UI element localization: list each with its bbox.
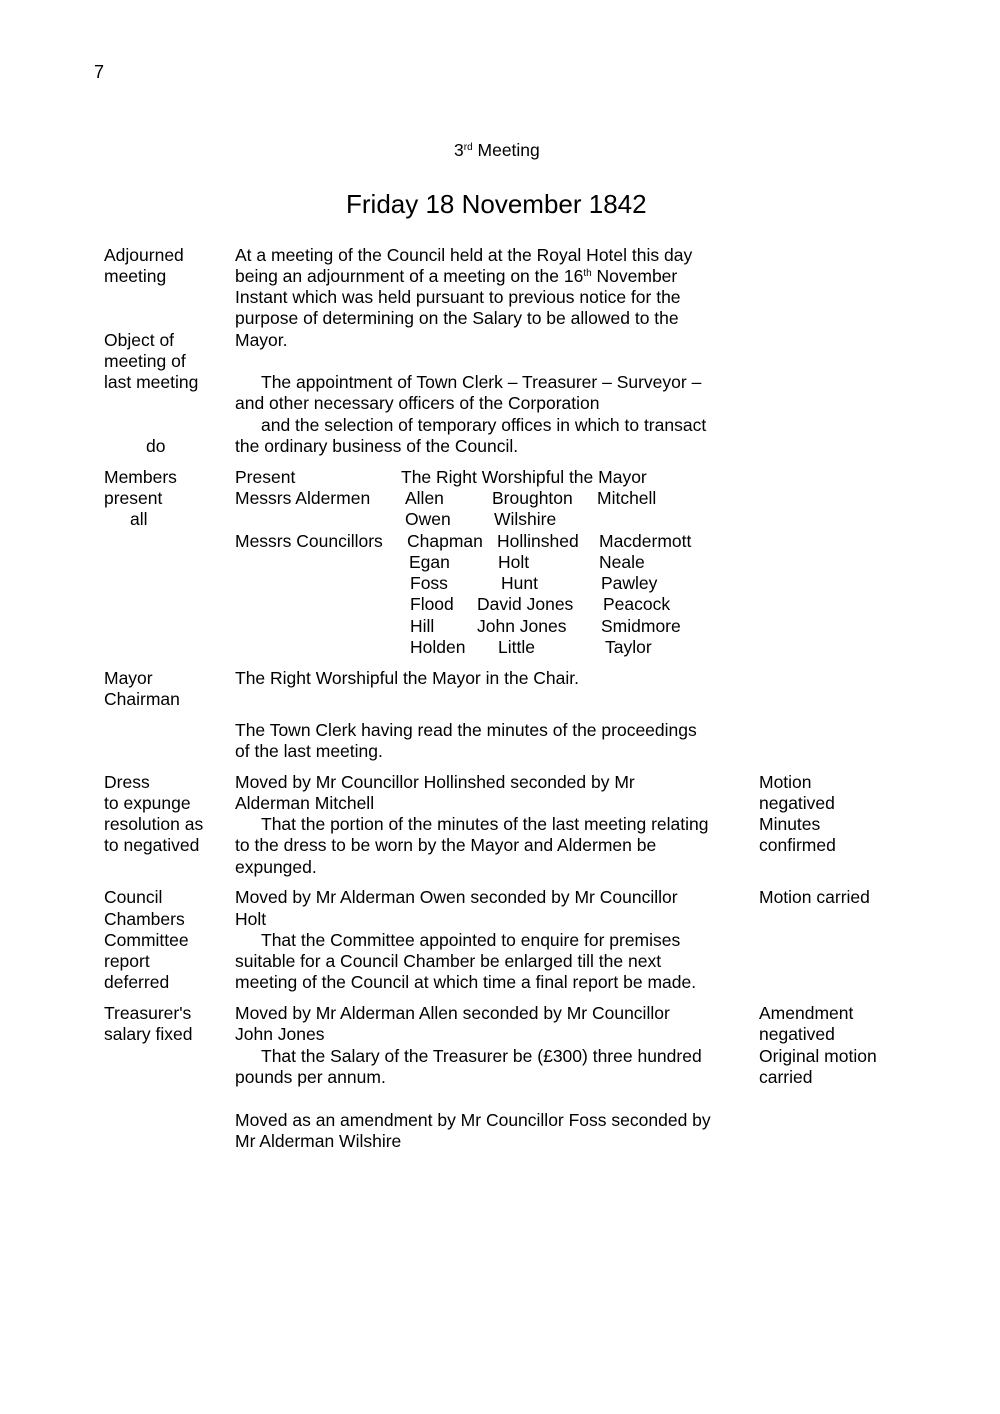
result-note: confirmed	[759, 835, 836, 855]
body-line: meeting of the Council at which time a final report be made.	[235, 972, 697, 992]
body-line: and other necessary officers of the Corporation	[235, 393, 600, 413]
member-name: Holden	[410, 637, 466, 657]
member-name: Wilshire	[494, 509, 557, 529]
result-note: negatived	[759, 793, 835, 813]
margin-note: Dress	[104, 772, 150, 792]
body-line: Instant which was held pursuant to previous notice for the	[235, 287, 681, 307]
page-number: 7	[94, 62, 105, 82]
meeting-number: 3rd Meeting	[454, 140, 540, 160]
result-note: Motion	[759, 772, 812, 792]
body-line: Moved by Mr Councillor Hollinshed seconded by Mr	[235, 772, 635, 792]
body-line: Alderman Mitchell	[235, 793, 375, 813]
result-note: negatived	[759, 1024, 835, 1044]
margin-note: last meeting	[104, 372, 199, 392]
margin-note: Committee	[104, 930, 189, 950]
member-name: Mitchell	[597, 488, 657, 508]
member-name: Holt	[498, 552, 530, 572]
margin-note: salary fixed	[104, 1024, 193, 1044]
margin-note: resolution as	[104, 814, 204, 834]
margin-note: Mayor	[104, 668, 153, 688]
member-name: Hill	[410, 616, 435, 636]
member-name: Neale	[599, 552, 645, 572]
body-line: pounds per annum.	[235, 1067, 386, 1087]
body-line: That the Salary of the Treasurer be (£300) three hundred	[261, 1046, 702, 1066]
member-name: Chapman	[407, 531, 483, 551]
body-line: Mayor.	[235, 330, 288, 350]
margin-note: Council	[104, 887, 163, 907]
member-name: Allen	[405, 488, 444, 508]
body-line: being an adjournment of a meeting on the 16th November	[235, 266, 678, 286]
body-line: That the Committee appointed to enquire for premises	[261, 930, 681, 950]
body-line: Moved by Mr Alderman Allen seconded by Mr Councillor	[235, 1003, 670, 1023]
body-line: The Right Worshipful the Mayor in the Chair.	[235, 668, 580, 688]
body-line: Moved by Mr Alderman Owen seconded by Mr Councillor	[235, 887, 678, 907]
body-line: expunged.	[235, 857, 317, 877]
date-title: Friday 18 November 1842	[346, 189, 647, 219]
body-line: purpose of determining on the Salary to be allowed to the	[235, 308, 679, 328]
member-name: Pawley	[601, 573, 658, 593]
member-name: Little	[498, 637, 535, 657]
member-name: Macdermott	[599, 531, 692, 551]
result-note: Motion carried	[759, 887, 870, 907]
margin-note: meeting of	[104, 351, 186, 371]
mayor-title: The Right Worshipful the Mayor	[401, 467, 647, 487]
margin-note: Chambers	[104, 909, 185, 929]
body-line: of the last meeting.	[235, 741, 383, 761]
body-line: That the portion of the minutes of the last meeting relating	[261, 814, 709, 834]
margin-note: present	[104, 488, 163, 508]
margin-note: all	[130, 509, 148, 529]
margin-note: do	[146, 436, 166, 456]
member-name: Hollinshed	[497, 531, 579, 551]
member-name: Broughton	[492, 488, 573, 508]
body-line: The Town Clerk having read the minutes of the proceedings	[235, 720, 697, 740]
aldermen-label: Messrs Aldermen	[235, 488, 371, 508]
result-note: carried	[759, 1067, 813, 1087]
margin-note: deferred	[104, 972, 170, 992]
result-note: Minutes	[759, 814, 821, 834]
result-note: Original motion	[759, 1046, 877, 1066]
body-line: Holt	[235, 909, 267, 929]
margin-note: report	[104, 951, 150, 971]
member-name: Hunt	[501, 573, 538, 593]
member-name: Foss	[410, 573, 448, 593]
margin-note: to expunge	[104, 793, 191, 813]
member-name: Taylor	[605, 637, 652, 657]
margin-note: Object of	[104, 330, 175, 350]
margin-note: Adjourned	[104, 245, 184, 265]
margin-note: to negatived	[104, 835, 200, 855]
member-name: David Jones	[477, 594, 574, 614]
body-line: John Jones	[235, 1024, 325, 1044]
body-line: the ordinary business of the Council.	[235, 436, 519, 456]
body-line: Moved as an amendment by Mr Councillor Foss seconded by	[235, 1110, 711, 1130]
result-note: Amendment	[759, 1003, 854, 1023]
body-line: suitable for a Council Chamber be enlarged till the next	[235, 951, 662, 971]
body-line: The appointment of Town Clerk – Treasurer – Surveyor –	[261, 372, 702, 392]
body-line: Mr Alderman Wilshire	[235, 1131, 402, 1151]
margin-note: Chairman	[104, 689, 180, 709]
body-line: At a meeting of the Council held at the Royal Hotel this day	[235, 245, 693, 265]
margin-note: meeting	[104, 266, 167, 286]
body-line: and the selection of temporary offices in which to transact	[261, 415, 707, 435]
present-label: Present	[235, 467, 296, 487]
body-line: to the dress to be worn by the Mayor and Aldermen be	[235, 835, 657, 855]
margin-note: Members	[104, 467, 177, 487]
member-name: Peacock	[603, 594, 671, 614]
member-name: John Jones	[477, 616, 567, 636]
councillors-label: Messrs Councillors	[235, 531, 383, 551]
member-name: Owen	[405, 509, 451, 529]
margin-note: Treasurer's	[104, 1003, 192, 1023]
member-name: Flood	[410, 594, 454, 614]
member-name: Smidmore	[601, 616, 681, 636]
member-name: Egan	[409, 552, 450, 572]
